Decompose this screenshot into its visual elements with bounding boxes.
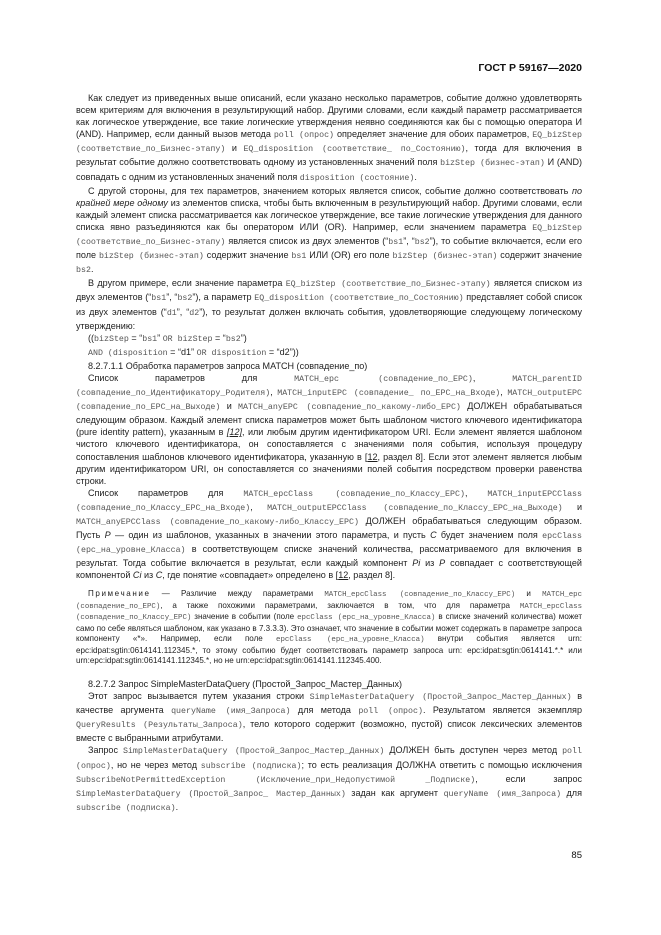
paragraph-or-semantics: С другой стороны, для тех параметров, значением которых является список, событие должно соответствовать по крайней мере одному из элементов списка, чтобы быть включенным в результирующий набор. Другими словами, если каждый элемент списка рассматривается как логическое утверждение, все такие логические утверждения для данного списка явно разъединяются как бы оператором ИЛИ (OR). Например, если значением параметра EQ_bizStep (соответствие_по_Бизнес-этапу) является список из двух элементов (“bs1”, “bs2”), то событие включается, если его поле bizStep (бизнес-этап) содержит значение bs1 ИЛИ (OR) его поле bizStep (бизнес-этап) содержит значение bs2. [76, 185, 583, 276]
paragraph-and-semantics: Как следует из приведенных выше описаний, если указано несколько параметров, событие должно удовлетворять всем критериям для включения в результирующий набор. Другими словами, если каждый параметр рассматривается как логическое утверждение, все такие логические утверждения неявно соединяются как бы с помощью оператора И (AND). Например, если данный вызов метода poll (опрос) определяет значение для обоих параметров, EQ_bizStep (соответствие_по_Бизнес-этапу) и EQ_disposition (соответствие_ по_Состоянию), тогда для включения в результат событие должно соответствовать одному из установленных значений поля bizStep (бизнес-этап) И (AND) совпадать с одним из установленных значений поля disposition (состояние). [76, 93, 583, 183]
paragraph-match-epcclass: Список параметров для MATCH_epcClass (совпадение_по_Классу_EPC), MATCH_inputEPCClass (совпадение_по_Классу_EPC_на_Входе), MATCH_outputEPCClass (совпадение_по_Классу_EPC_на_Выходе) и MATCH_anyEPCClass (совпадение_по_какому-либо_Классу_EPC) ДОЛЖЕН обрабатываться следующим образом. Пусть P — один из шаблонов, указанных в значении этого параметра, и пусть C будет значением поля epcClass (epc_на_уровне_Класса) в соответствующем списке значений количества, рассматриваемого для включения в результат. Тогда событие включается в результат, если каждый компонент Pi из P совпадает с соответствующей компонентой Ci из C, где понятие «совпадает» определено в [12, раздел 8]. [76, 487, 583, 581]
paragraph-match-epc: Список параметров для MATCH_epc (совпадение_по_EPC), MATCH_parentID (совпадение_по_Идентификатору_Родителя), MATCH_inputEPC (совпадение_ по_EPC_на_Входе), MATCH_outputEPC (совпадение_по_EPC_на_Выходе) и MATCH_anyEPC (совпадение_по_какому-либо_EPC) ДОЛЖЕН обрабатываться следующим образом. Каждый элемент списка параметров может быть шаблоном чистого ключевого идентификатора (pure identity pattern), указанным в [12], или любым другим идентификатором URI. Если элемент является шаблоном чистого ключевого идентификатора, он сопоставляется с значениями поля события, используя процедуру сопоставления шаблонов ключевого идентификатора, указанную в [12, раздел 8]. Если этот элемент является любым другим идентификатором URI, он сопоставляется со значениями полей события посредством проверки равенства строки. [76, 372, 583, 486]
reference-link[interactable]: 12 [367, 451, 378, 462]
formula-line-2: AND (disposition = “d1” OR disposition = “d2”)) [88, 346, 299, 358]
section-heading-8-2-7-1-1: 8.2.7.1.1 Обработка параметров запроса MATCH (совпадение_по) [88, 360, 368, 371]
formula-line-1: ((bizStep = “bs1” OR bizStep = “bs2”) [88, 332, 247, 344]
standard-header: ГОСТ Р 59167—2020 [478, 62, 582, 74]
paragraph-master-data-poll: Запрос SimpleMasterDataQuery (Простой_Запрос_Мастер_Данных) ДОЛЖЕН быть доступен через метод poll (опрос), но не через метод subscribe (подписка); то есть реализация ДОЛЖНА ответить с помощью исключения SubscribeNotPermittedException (Исключение_при_Недопустимой _Подписке), если запрос SimpleMasterDataQuery (Простой_Запрос_ Мастер_Данных) задан как аргумент queryName (имя_Запроса) для subscribe (подписка). [76, 745, 583, 813]
paragraph-master-data-query: Этот запрос вызывается путем указания строки SimpleMasterDataQuery (Простой_Запрос_Мастер_Данных) в качестве аргумента queryName (имя_Запроса) для метода poll (опрос). Результатом является экземпляр QueryResults (Результаты_Запроса), тело которого содержит (возможно, пустой) список лексических элементов вместе с выбранными атрибутами. [76, 691, 583, 744]
paragraph-combined-example: В другом примере, если значение параметра EQ_bizStep (соответствие_по_Бизнес-этапу) является списком из двух элементов (“bs1”, “bs2”), а параметр EQ_disposition (соответствие_по_Состоянию) представляет собой список из двух элементов (“d1”, “d2”), то результат должен включать события, удовлетворяющие следующему логическому утверждению: [76, 278, 583, 331]
reference-link[interactable]: 12 [338, 570, 349, 581]
note-label: Примечание [88, 589, 151, 599]
page-number: 85 [571, 850, 582, 861]
section-heading-8-2-7-2: 8.2.7.2 Запрос SimpleMasterDataQuery (Простой_Запрос_Мастер_Данных) [88, 678, 403, 689]
note-paragraph: Примечание — Различие между параметрами MATCH_epcClass (совпадение_по_Классу_EPC) и MATCH_epc (совпадение_по_EPC), а также похожими параметрами, заключается в том, что для параметра MATCH_epcClass (совпадение_по_Классу_EPC) значение в событии (поле epcClass (epc_на_уровне_Класса) в списке значений количества) может само по себе являться шаблоном, как указано в 7.3.3.3). Это означает, что значение в событии может содержать в параметре запроса компоненту «*». Например, если поле epcClass (epc_на_уровне_Класса) внутри события является urn: epc:idpat:sgtin:0614141.112345.*, то этому событию будет соответствовать параметр запроса urn: epc:idpat:sgtin:0614141.*.* или urn:epc:idpat:sgtin:0614141.112345.*, но не urn:epc:idpat:sgtin:0614141.112345.400. [76, 589, 583, 666]
reference-link[interactable]: [12] [226, 427, 243, 438]
page-body [76, 92, 582, 815]
